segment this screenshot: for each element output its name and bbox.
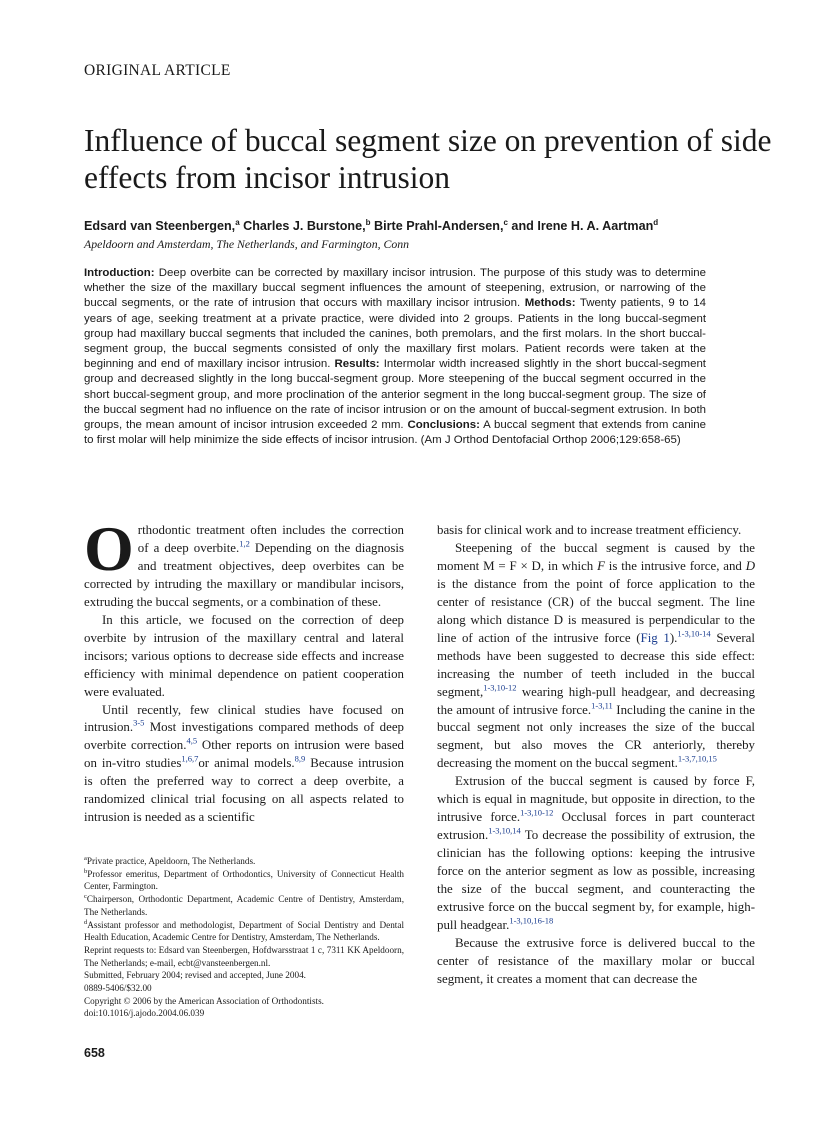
article-title: Influence of buccal segment size on prevention of side effects from incisor intrusion bbox=[84, 123, 772, 195]
footnote bbox=[84, 919, 404, 944]
drop-cap: O bbox=[84, 513, 134, 584]
reprint-requests: Reprint requests to: Edsard van Steenbergen, Hofdwarsstraat 1 c, 7311 KK Apeldoorn, The Netherlands; e-mail, ecbt@vansteenbergen.nl. bbox=[84, 944, 404, 968]
footnote-mark: c bbox=[84, 893, 87, 901]
abstract-results-label: Results: bbox=[334, 358, 380, 371]
text-run: Other reports on intrusion were based on in-vitro studies bbox=[84, 738, 404, 771]
citation-ref[interactable]: 1-3,10,16-18 bbox=[509, 915, 554, 926]
text-run: or animal models. bbox=[198, 756, 295, 771]
affiliation: Apeldoorn and Amsterdam, The Netherlands, and Farmington, Conn bbox=[84, 237, 410, 251]
body-column-left bbox=[84, 513, 404, 827]
footnote-mark: a bbox=[84, 854, 87, 862]
citation-ref[interactable]: 1,6,7 bbox=[181, 754, 199, 765]
author-list bbox=[84, 218, 658, 233]
body-paragraph: basis for clinical work and to increase treatment efficiency. bbox=[437, 523, 742, 537]
body-column-right bbox=[437, 522, 755, 989]
text-run: Until recently, few clinical studies have focused on intrusion. bbox=[84, 702, 404, 735]
citation-ref[interactable]: 1-3,7,10,15 bbox=[677, 754, 717, 765]
citation-ref[interactable]: 1-3,10-14 bbox=[677, 628, 711, 639]
author-name: Charles J. Burstone, bbox=[243, 219, 366, 234]
text-run: Extrusion of the buccal segment is caused by force F, which is equal in magnitude, but opposite in direction, to the intrusive force. bbox=[437, 774, 755, 825]
footnote-text: Assistant professor and methodologist, Department of Social Dentistry and Dental Health Education, Academic Centre for Dentistry, Amsterdam, The Netherlands. bbox=[84, 919, 404, 943]
doi[interactable]: doi:10.1016/j.ajodo.2004.06.039 bbox=[84, 1008, 205, 1019]
author-mark: c bbox=[503, 218, 508, 227]
footnote-mark: b bbox=[84, 867, 88, 875]
body-paragraph bbox=[437, 773, 755, 935]
body-paragraph bbox=[437, 540, 755, 773]
footnote-text: Chairperson, Orthodontic Department, Academic Centre of Dentistry, Amsterdam, The Netherlands. bbox=[84, 894, 404, 917]
footnote-mark: d bbox=[84, 918, 88, 926]
copyright: Copyright © 2006 by the American Association of Orthodontists. bbox=[84, 995, 324, 1006]
variable-d: D bbox=[745, 558, 755, 573]
text-run: Because intrusion is often the preferred way to correct a deep overbite, a randomized clinical trial focusing on all aspects related to intrusion is needed as a scientific bbox=[84, 756, 404, 825]
footnotes bbox=[84, 855, 404, 1020]
author-name: Edsard van Steenbergen, bbox=[84, 219, 236, 234]
author-mark: a bbox=[235, 218, 240, 227]
author-name: Irene H. A. Aartman bbox=[537, 219, 654, 234]
abstract-conclusions: A buccal segment that extends from canine to first molar will help minimize the side effects of incisor intrusion. (Am J Orthod Dentofacial Orthop 2006;129:658-65) bbox=[84, 419, 706, 447]
body-paragraph: Because the extrusive force is delivered buccal to the center of resistance of the maxillary molar or buccal segment, it creates a moment that can decrease the bbox=[437, 935, 755, 986]
text-run: Occlusal forces in part counteract extrusion. bbox=[437, 810, 756, 843]
author-name: Birte Prahl-Andersen, bbox=[374, 219, 504, 234]
footnote bbox=[84, 855, 404, 868]
citation-ref[interactable]: 1-3,10-12 bbox=[483, 682, 517, 693]
abstract-intro: Deep overbite can be corrected by maxillary incisor intrusion. The purpose of this study was to determine whether the size of the maxillary buccal segment influences the amount of steepening, extrusion, or narrowing of the buccal segments, or the rate of intrusion that occurs with maxillary incisor intrusion. bbox=[84, 267, 706, 310]
author-mark: b bbox=[365, 218, 371, 227]
text-run: Several methods have been suggested to decrease this side effect: increasing the number of teeth included in the buccal segment, bbox=[437, 630, 755, 699]
figure-link[interactable]: Fig 1 bbox=[640, 630, 670, 645]
footnote bbox=[84, 893, 404, 918]
submission-dates: Submitted, February 2004; revised and accepted, June 2004. bbox=[84, 970, 306, 981]
body-paragraph bbox=[84, 513, 404, 612]
text-run: Most investigations compared methods of deep overbite correction. bbox=[84, 720, 404, 753]
abstract-methods: Twenty patients, 9 to 14 years of age, seeking treatment at a private practice, were divided into 2 groups. Patients in the long buccal-segment group had maxillary buccal segments that included the canines, both premolars, and the first molars. In the short buccal-segment group, the buccal segments consisted of only the maxillary first molars. Patient records were taken at the beginning and end of maxillary incisor intrusion. bbox=[84, 297, 706, 371]
text-run: To decrease the possibility of extrusion, the clinician has the following options: keeping the intrusive force on the anterior segment as low as possible, increasing the size of the buccal segment, and counteracting the extrusive force on the buccal segment by, for example, high-pull headgear. bbox=[437, 828, 755, 932]
abstract-methods-label: Methods: bbox=[524, 297, 576, 310]
body-paragraph: In this article, we focused on the correction of deep overbite by intrusion of the maxillary central and lateral incisors; various options to decrease side effects and increase efficiency with minimal dependence on patient cooperation were evaluated. bbox=[84, 612, 404, 699]
footnote-text: Private practice, Apeldoorn, The Netherlands. bbox=[86, 856, 256, 866]
abstract-conclusions-label: Conclusions: bbox=[407, 419, 480, 432]
body-paragraph bbox=[84, 702, 404, 828]
text-run: Including the canine in the buccal segment not only increases the size of the buccal segment, but also moves the CR anteriorly, thereby decreasing the moment on the buccal segment. bbox=[437, 702, 755, 771]
page-number: 658 bbox=[84, 1046, 105, 1060]
abstract bbox=[84, 266, 706, 448]
citation-ref[interactable]: 1-3,10,14 bbox=[488, 825, 521, 836]
text-run: Steepening of the buccal segment is caused by the moment M = F × D, in which bbox=[437, 540, 755, 573]
citation-ref[interactable]: 1,2 bbox=[239, 538, 250, 549]
text-run: ). bbox=[669, 630, 678, 645]
abstract-intro-label: Introduction: bbox=[84, 267, 155, 279]
text-run: Depending on the diagnosis and treatment objectives, deep overbites can be corrected by intruding the maxillary or mandibular incisors, extruding the buccal segments, or a combination of these. bbox=[84, 540, 404, 609]
variable-f: F bbox=[597, 558, 605, 573]
abstract-results: Intermolar width increased slightly in the short buccal-segment group and decreased slightly in the long buccal-segment group. More steepening of the buccal segment occurred in the short buccal-segment group, and more proclination of the anterior segment in the long buccal-segment group. The size of the buccal segment had no influence on the rate of incisor intrusion or on the amount of buccal-segment extrusion. In both groups, the mean amount of incisor intrusion exceeded 2 mm. bbox=[84, 358, 706, 432]
author-mark: d bbox=[653, 218, 659, 227]
text-run: wearing high-pull headgear, and decreasing the amount of intrusive force. bbox=[437, 684, 755, 717]
citation-ref[interactable]: 8,9 bbox=[294, 754, 306, 765]
citation-ref[interactable]: 3-5 bbox=[133, 718, 145, 729]
citation-ref[interactable]: 1-3,10-12 bbox=[520, 807, 554, 818]
footnote-text: Professor emeritus, Department of Orthodontics, University of Connecticut Health Center, Farmington. bbox=[84, 868, 404, 892]
issn-price: 0889-5406/$32.00 bbox=[84, 983, 152, 994]
citation-ref[interactable]: 4,5 bbox=[186, 736, 198, 747]
author-separator: and bbox=[507, 219, 538, 234]
text-run: rthodontic treatment often includes the correction of a deep overbite. bbox=[137, 523, 404, 555]
footnote bbox=[84, 868, 404, 893]
citation-ref[interactable]: 1-3,11 bbox=[591, 700, 613, 711]
text-run: is the intrusive force, and bbox=[604, 558, 746, 573]
section-label: ORIGINAL ARTICLE bbox=[84, 62, 231, 79]
text-run: is the distance from the point of force application to the center of resistance (CR) of the buccal segment. The line along which distance D is measured is perpendicular to the line of action of the intrusive force ( bbox=[437, 576, 755, 645]
